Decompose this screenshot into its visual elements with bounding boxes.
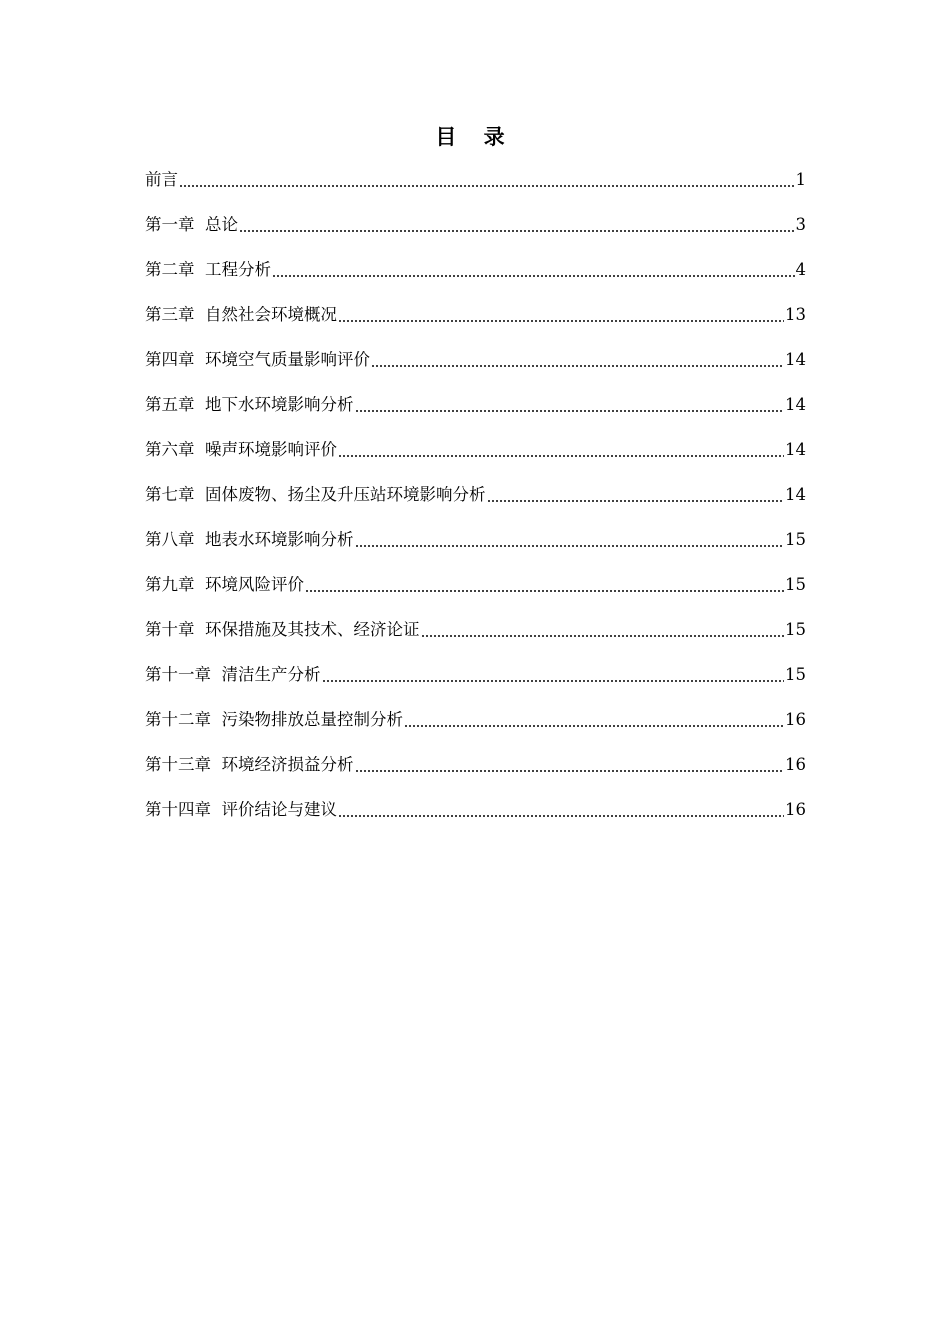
toc-leader-dots <box>355 545 785 547</box>
toc-list <box>145 157 806 832</box>
toc-entry-label: 第十章 环保措施及其技术、经济论证 <box>145 619 420 639</box>
toc-entry-label: 第三章 自然社会环境概况 <box>145 304 337 324</box>
toc-entry[interactable] <box>145 337 806 382</box>
toc-entry-page: 15 <box>785 574 806 594</box>
toc-entry-page: 3 <box>795 214 806 234</box>
toc-title: 目 录 <box>435 124 515 149</box>
toc-leader-dots <box>421 635 785 637</box>
toc-leader-dots <box>355 410 785 412</box>
toc-entry-label: 第一章 总论 <box>145 214 238 234</box>
toc-entry-page: 16 <box>785 709 806 729</box>
toc-entry[interactable] <box>145 157 806 202</box>
toc-entry[interactable] <box>145 247 806 292</box>
toc-leader-dots <box>179 185 795 187</box>
toc-entry-page: 13 <box>785 304 806 324</box>
toc-entry-label: 第九章 环境风险评价 <box>145 574 304 594</box>
toc-leader-dots <box>355 770 785 772</box>
toc-entry[interactable] <box>145 382 806 427</box>
toc-entry[interactable] <box>145 517 806 562</box>
toc-entry-page: 15 <box>785 664 806 684</box>
toc-entry[interactable] <box>145 742 806 787</box>
toc-entry-label: 第十三章 环境经济损益分析 <box>145 754 354 774</box>
toc-leader-dots <box>239 230 795 232</box>
toc-entry-page: 16 <box>785 799 806 819</box>
toc-entry-label: 第五章 地下水环境影响分析 <box>145 394 354 414</box>
toc-entry-page: 4 <box>795 259 806 279</box>
toc-entry[interactable] <box>145 652 806 697</box>
toc-entry-label: 第七章 固体废物、扬尘及升压站环境影响分析 <box>145 484 486 504</box>
toc-entry-page: 15 <box>785 529 806 549</box>
toc-entry[interactable] <box>145 562 806 607</box>
toc-leader-dots <box>322 680 785 682</box>
toc-leader-dots <box>338 815 784 817</box>
toc-entry[interactable] <box>145 202 806 247</box>
toc-entry-label: 第六章 噪声环境影响评价 <box>145 439 337 459</box>
toc-entry-label: 第四章 环境空气质量影响评价 <box>145 349 370 369</box>
toc-leader-dots <box>305 590 784 592</box>
toc-entry-label: 第十一章 清洁生产分析 <box>145 664 321 684</box>
toc-leader-dots <box>338 320 784 322</box>
toc-entry-page: 14 <box>785 394 806 414</box>
toc-leader-dots <box>404 725 784 727</box>
toc-entry-label: 第十四章 评价结论与建议 <box>145 799 337 819</box>
toc-entry-label: 前言 <box>145 169 178 189</box>
toc-entry[interactable] <box>145 472 806 517</box>
toc-entry[interactable] <box>145 697 806 742</box>
toc-leader-dots <box>272 275 795 277</box>
toc-leader-dots <box>487 500 785 502</box>
toc-entry-page: 14 <box>785 484 806 504</box>
toc-entry-page: 1 <box>795 169 806 189</box>
toc-entry-page: 16 <box>785 754 806 774</box>
toc-entry-page: 14 <box>785 349 806 369</box>
toc-entry[interactable] <box>145 292 806 337</box>
toc-entry-label: 第八章 地表水环境影响分析 <box>145 529 354 549</box>
toc-entry-page: 15 <box>785 619 806 639</box>
toc-entry[interactable] <box>145 787 806 832</box>
toc-leader-dots <box>371 365 784 367</box>
toc-entry-label: 第十二章 污染物排放总量控制分析 <box>145 709 403 729</box>
toc-entry-page: 14 <box>785 439 806 459</box>
toc-leader-dots <box>338 455 784 457</box>
toc-entry[interactable] <box>145 427 806 472</box>
toc-entry-label: 第二章 工程分析 <box>145 259 271 279</box>
toc-entry[interactable] <box>145 607 806 652</box>
